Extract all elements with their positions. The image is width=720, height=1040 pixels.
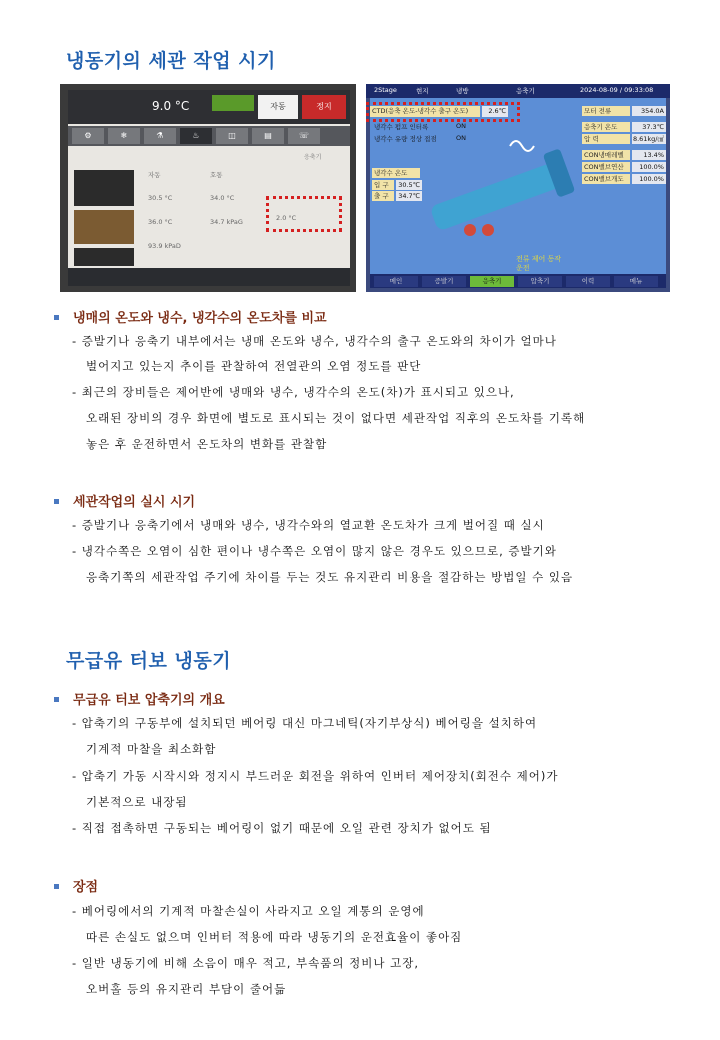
motor-current-label: 모터 전류: [582, 106, 630, 116]
value-4: 34.0 °C: [210, 194, 235, 202]
value-7: 93.9 kPaD: [148, 242, 181, 250]
bullet-square-icon: [54, 499, 59, 504]
inlet-pipe: [464, 224, 476, 236]
interlock-label: 냉각수 펌프 인터록: [374, 123, 429, 131]
control-panel-photo-1: [60, 84, 356, 292]
condenser-label: 응축기: [304, 154, 322, 161]
section1-bullet2: [54, 491, 195, 510]
text-line: 기계적 마찰을 최소화함: [86, 742, 217, 756]
interlock-value: ON: [456, 122, 466, 130]
screen-label: 응축기: [516, 87, 535, 95]
section2-bullet2: [54, 876, 98, 895]
value-6: 34.7 kPaG: [210, 218, 243, 226]
value-3: 30.5 °C: [148, 194, 173, 202]
ctd-value: 2.6℃: [482, 106, 508, 117]
tab-icon-7: ☏: [288, 128, 320, 144]
section2-bullet1: [54, 689, 225, 708]
section1-bullet1: [54, 307, 327, 326]
bullet-text: 무급유 터보 압축기의 개요: [73, 693, 225, 708]
text-line: - 증발기나 응축기 내부에서는 냉매 온도와 냉수, 냉각수의 출구 온도와의 차이가 얼마나: [72, 334, 557, 348]
outlet-label: 출 구: [372, 191, 394, 201]
value-2: 호통: [210, 171, 223, 179]
con-valve-open-value: 100.0%: [632, 174, 666, 184]
bullet-text: 장점: [73, 880, 99, 895]
hmi-screen: [68, 90, 350, 286]
text-line: - 직접 접촉하면 구동되는 베어링이 없기 때문에 오일 관련 장치가 없어도 됨: [72, 821, 492, 835]
text-line: 기본적으로 내장됨: [86, 795, 188, 809]
highlight-box-2: [366, 102, 520, 122]
text-line: - 압축기의 구동부에 설치되던 베어링 대신 마그네틱(자기부상식) 베어링을 설치하여: [72, 716, 538, 730]
bullet-square-icon: [54, 315, 59, 320]
panel-image-dark: [74, 170, 134, 206]
highlight-box-1: [266, 196, 342, 232]
status-line-2: 운전: [516, 264, 530, 272]
tab-icon-3: ⚗: [144, 128, 176, 144]
tab-condenser: 응축기: [470, 276, 514, 287]
condenser-temp-value: 37.3℃: [632, 122, 666, 132]
flow-value: ON: [456, 134, 466, 142]
tab-main: 메인: [374, 276, 418, 287]
bullet-text: 냉매의 온도와 냉수, 냉각수의 온도차를 비교: [73, 311, 327, 326]
text-line: 따른 손실도 없으며 인버터 적용에 따라 냉동기의 운전효율이 좋아짐: [86, 930, 463, 944]
tab-icon-6: ▤: [252, 128, 284, 144]
outlet-value: 34.7℃: [396, 191, 422, 201]
value-1: 자동: [148, 171, 161, 179]
con-valve-calc-label: CON밸브연산: [582, 162, 630, 172]
panel-image-wood: [74, 210, 134, 244]
status-indicator: [212, 95, 254, 111]
vapor-icon: [510, 141, 534, 151]
text-line: - 증발기나 응축기에서 냉매와 냉수, 냉각수와의 열교환 온도차가 크게 벌어질 때 실시: [72, 518, 545, 532]
condenser-temp-label: 응축기 온도: [582, 122, 630, 132]
tab-icon-2: ❄: [108, 128, 140, 144]
con-level-value: 13.4%: [632, 150, 666, 160]
value-8: 2.0 °C: [276, 214, 297, 222]
water-temp-label: 냉각수 온도: [372, 168, 420, 178]
tab-evaporator: 증발기: [422, 276, 466, 287]
outlet-pipe: [482, 224, 494, 236]
inlet-value: 30.5℃: [396, 180, 422, 190]
text-line: 응축기쪽의 세관작업 주기에 차이를 두는 것도 유지관리 비용을 절감하는 방법일 수 있음: [86, 570, 574, 584]
tab-menu: 메뉴: [614, 276, 658, 287]
datetime: 2024-08-09 / 09:33:08: [580, 86, 654, 94]
bullet-text: 세관작업의 실시 시기: [73, 495, 196, 510]
bullet-square-icon: [54, 697, 59, 702]
hmi-footer: [68, 268, 350, 286]
tab-history: 이력: [566, 276, 610, 287]
motor-current-value: 354.0A: [632, 106, 666, 116]
section2-title: 무급유 터보 냉동기: [66, 650, 232, 672]
operation-label: 냉방: [456, 87, 469, 95]
flow-label: 냉각수 유량 정상 접점: [374, 135, 437, 143]
text-line: - 압축기 가동 시작시와 정지시 부드러운 회전을 위하여 인버터 제어장치(회전수 제어)가: [72, 769, 559, 783]
value-5: 36.0 °C: [148, 218, 173, 226]
control-panel-photo-2: [366, 84, 670, 292]
ctd-label: CTD(응축 온도-냉각수 출구 온도): [370, 106, 480, 117]
text-line: 놓은 후 운전하면서 온도차의 변화를 관찰함: [86, 437, 328, 451]
stop-button: 정지: [302, 95, 346, 119]
mode-label: 현지: [416, 87, 429, 95]
tab-icon-4: ♨: [180, 128, 212, 144]
inlet-label: 입 구: [372, 180, 394, 190]
condenser-shell: [429, 163, 560, 232]
con-valve-open-label: CON밸브개도: [582, 174, 630, 184]
text-line: - 일반 냉동기에 비해 소음이 매우 적고, 부속품의 정비나 고장,: [72, 956, 419, 970]
con-valve-calc-value: 100.0%: [632, 162, 666, 172]
status-line-1: 전류 제어 동작: [516, 255, 562, 263]
bullet-square-icon: [54, 884, 59, 889]
hmi-temperature: 9.0 °C: [152, 99, 190, 113]
text-line: 벌어지고 있는지 추이를 관찰하여 전열관의 오염 정도를 판단: [86, 359, 422, 373]
stage-label: 2Stage: [374, 86, 397, 94]
text-line: - 냉각수쪽은 오염이 심한 편이나 냉수쪽은 오염이 많지 않은 경우도 있으므로, 증발기와: [72, 544, 557, 558]
tab-icon-1: ⚙: [72, 128, 104, 144]
text-line: - 베어링에서의 기계적 마찰손실이 사라지고 오일 계통의 운영에: [72, 904, 425, 918]
text-line: 오버홀 등의 유지관리 부담이 줄어듦: [86, 982, 287, 996]
auto-button: 자동: [258, 95, 298, 119]
con-level-label: CON냉매레벨: [582, 150, 630, 160]
text-line: 오래된 장비의 경우 화면에 별도로 표시되는 것이 없다면 세관작업 직후의 온도차를 기록해: [86, 411, 586, 425]
section1-title: 냉동기의 세관 작업 시기: [66, 50, 276, 72]
tab-compressor: 압축기: [518, 276, 562, 287]
pressure-label: 압 력: [582, 134, 630, 144]
text-line: - 최근의 장비들은 제어반에 냉매와 냉수, 냉각수의 온도(차)가 표시되고 있으나,: [72, 385, 515, 399]
tab-icon-5: ◫: [216, 128, 248, 144]
panel-image-dark-2: [74, 248, 134, 266]
pressure-value: 8.61kg/㎠: [632, 135, 664, 143]
